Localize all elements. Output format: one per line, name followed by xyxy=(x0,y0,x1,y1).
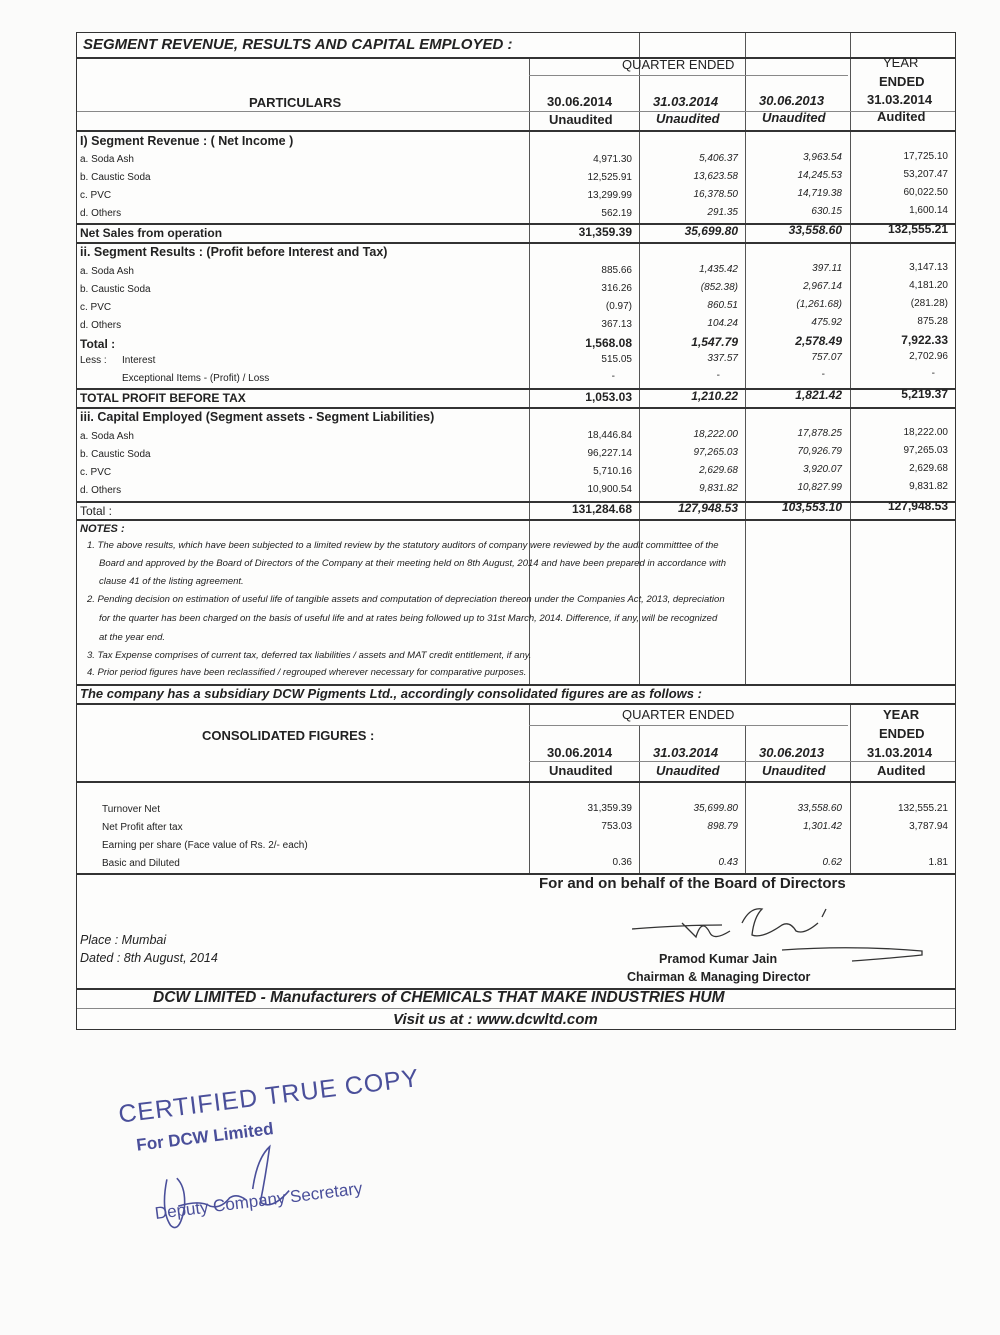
cell: 9,831.82 xyxy=(699,483,738,494)
col-status: Unaudited xyxy=(656,111,720,126)
cell: 875.28 xyxy=(917,316,948,327)
cell: (0.97) xyxy=(605,301,632,312)
row-label: d. Others xyxy=(80,485,122,496)
col-status: Unaudited xyxy=(549,763,613,778)
col-date: 31.03.2014 xyxy=(653,94,719,109)
board-behalf: For and on behalf of the Board of Directors xyxy=(539,875,846,892)
stamp-title: CERTIFIED TRUE COPY xyxy=(116,1063,421,1129)
col-date: 30.06.2014 xyxy=(547,94,613,109)
cell: 103,553.10 xyxy=(781,500,842,514)
col-date: 30.06.2013 xyxy=(759,745,825,760)
cell: 757.07 xyxy=(811,352,842,363)
segment-revenue-heading: I) Segment Revenue : ( Net Income ) xyxy=(80,134,294,148)
cell: 131,284.68 xyxy=(571,502,632,516)
cell: 3,147.13 xyxy=(909,262,948,273)
ended-header: ENDED xyxy=(879,74,925,89)
cell: 33,558.60 xyxy=(797,803,842,814)
cell: 9,831.82 xyxy=(909,481,948,492)
cell: 316.26 xyxy=(601,283,632,294)
cell: 16,378.50 xyxy=(693,189,738,200)
row-label: d. Others xyxy=(80,320,122,331)
row-label: Basic and Diluted xyxy=(102,858,180,869)
cell: 53,207.47 xyxy=(903,169,948,180)
cell: 97,265.03 xyxy=(903,445,948,456)
col-divider xyxy=(745,725,746,875)
quarter-ended-header: QUARTER ENDED xyxy=(622,707,735,722)
cell: 18,222.00 xyxy=(903,427,948,438)
year-header: YEAR xyxy=(883,55,919,70)
cell: 0.43 xyxy=(718,857,738,868)
col-date: 30.06.2014 xyxy=(547,745,613,760)
note-line: Board and approved by the Board of Directors of the Company at their meeting held on 8th August, 2014 and have been prepared in accordance with xyxy=(99,558,727,569)
pbt-label: TOTAL PROFIT BEFORE TAX xyxy=(80,391,246,405)
segment-results-heading: ii. Segment Results : (Profit before Interest and Tax) xyxy=(80,245,388,259)
col-divider xyxy=(529,703,530,873)
col-status: Audited xyxy=(877,763,926,778)
notes-heading: NOTES : xyxy=(80,523,125,535)
cell: 104.24 xyxy=(707,318,738,329)
cell: 885.66 xyxy=(601,265,632,276)
cell: 13,299.99 xyxy=(587,190,632,201)
cell: 0.36 xyxy=(612,857,632,868)
signatory-designation: Chairman & Managing Director xyxy=(627,970,811,984)
cell: 70,926.79 xyxy=(797,446,842,457)
cell: 10,827.99 xyxy=(797,482,842,493)
consolidated-heading: CONSOLIDATED FIGURES : xyxy=(202,728,375,743)
cell: 60,022.50 xyxy=(903,187,948,198)
col-date: 31.03.2014 xyxy=(867,745,933,760)
cell: 898.79 xyxy=(707,821,738,832)
cell: 397.11 xyxy=(812,263,842,274)
cell: 18,446.84 xyxy=(587,430,632,441)
col-date: 30.06.2013 xyxy=(759,93,825,108)
cell: 132,555.21 xyxy=(887,222,948,236)
cell: 14,719.38 xyxy=(797,188,842,199)
cell: 4,181.20 xyxy=(909,280,948,291)
cell: 291.35 xyxy=(707,207,738,218)
website-line: Visit us at : www.dcwltd.com xyxy=(393,1011,598,1028)
col-status: Unaudited xyxy=(762,763,826,778)
cell: 31,359.39 xyxy=(578,225,632,239)
less-label: Less : xyxy=(80,355,107,366)
cell: 12,525.91 xyxy=(587,172,632,183)
col-divider xyxy=(639,725,640,875)
cell: 96,227.14 xyxy=(587,448,632,459)
cell: 127,948.53 xyxy=(677,501,738,515)
cell: 367.13 xyxy=(601,319,632,330)
quarter-ended-header: QUARTER ENDED xyxy=(622,57,735,72)
cell: (1,261.68) xyxy=(796,299,842,310)
cell: - xyxy=(611,371,615,382)
row-label: c. PVC xyxy=(80,467,112,478)
cell: 10,900.54 xyxy=(587,484,632,495)
cell: 630.15 xyxy=(811,206,842,217)
col-status: Audited xyxy=(877,109,926,124)
cell: 33,558.60 xyxy=(788,223,842,237)
row-label: c. PVC xyxy=(80,302,112,313)
row-label: d. Others xyxy=(80,208,122,219)
cell: 1,301.42 xyxy=(803,821,842,832)
col-divider xyxy=(850,703,851,875)
cell: 562.19 xyxy=(601,208,632,219)
row-label: a. Soda Ash xyxy=(80,154,134,165)
net-sales-label: Net Sales from operation xyxy=(80,226,223,240)
cell: 1,821.42 xyxy=(795,388,842,402)
cell: 1.81 xyxy=(928,857,948,868)
company-tagline: DCW LIMITED - Manufacturers of CHEMICALS THAT MAKE INDUSTRIES HUM xyxy=(153,989,725,1006)
cell: 5,219.37 xyxy=(901,387,948,401)
col-date: 31.03.2014 xyxy=(867,92,933,107)
total-label: Total : xyxy=(80,504,113,518)
particulars-header: PARTICULARS xyxy=(249,95,342,110)
col-status: Unaudited xyxy=(549,112,613,127)
cell: 2,702.96 xyxy=(909,351,948,362)
cell: 127,948.53 xyxy=(887,499,948,513)
total-label: Total : xyxy=(80,337,116,351)
cell: 2,967.14 xyxy=(803,281,842,292)
cell: 753.03 xyxy=(601,821,632,832)
col-status: Unaudited xyxy=(762,110,826,125)
cell: 3,787.94 xyxy=(909,821,948,832)
cell: - xyxy=(821,369,825,380)
note-line: clause 41 of the listing agreement. xyxy=(99,576,244,587)
cell: 14,245.53 xyxy=(797,170,842,181)
cell: 4,971.30 xyxy=(593,154,632,165)
cell: (281.28) xyxy=(910,298,948,309)
stamp-designation: Deputy Company Secretary xyxy=(153,1178,364,1224)
note-line: at the year end. xyxy=(99,632,166,643)
row-label: a. Soda Ash xyxy=(80,266,134,277)
cell: 97,265.03 xyxy=(693,447,738,458)
note-line: for the quarter has been charged on the basis of useful life and at rates being followed up to 31st March, 2014. Difference, if any, will be recognized xyxy=(99,613,718,624)
note-line: 1. The above results, which have been subjected to a limited review by the statutory auditors of company were reviewed by the audit committtee of the xyxy=(87,540,719,551)
cell: 1,053.03 xyxy=(585,390,632,404)
stamp-company: For DCW Limited xyxy=(135,1119,275,1155)
cell: 337.57 xyxy=(707,353,738,364)
cell: 1,568.08 xyxy=(585,336,632,350)
capital-employed-heading: iii. Capital Employed (Segment assets - Segment Liabilities) xyxy=(80,410,435,424)
subsidiary-note: The company has a subsidiary DCW Pigments Ltd., accordingly consolidated figures are as follows : xyxy=(80,686,702,701)
cell: 2,629.68 xyxy=(699,465,738,476)
cell: 1,435.42 xyxy=(699,264,738,275)
cell: 5,710.16 xyxy=(593,466,632,477)
interest-label: Interest xyxy=(122,355,156,366)
row-label: b. Caustic Soda xyxy=(80,284,151,295)
row-label: c. PVC xyxy=(80,190,112,201)
cell: 475.92 xyxy=(811,317,842,328)
cell: 860.51 xyxy=(707,300,738,311)
cell: 515.05 xyxy=(601,354,632,365)
cell: 1,600.14 xyxy=(909,205,948,216)
section-title: SEGMENT REVENUE, RESULTS AND CAPITAL EMPLOYED : xyxy=(83,36,513,53)
cell: 7,922.33 xyxy=(901,333,948,347)
note-line: 2. Pending decision on estimation of useful life of tangible assets and computation of depreciation thereon under the Companies Act, 2013, depreciation xyxy=(87,594,725,605)
row-label: Earning per share (Face value of Rs. 2/- each) xyxy=(102,840,308,851)
cell: (852.38) xyxy=(700,282,738,293)
cell: 132,555.21 xyxy=(897,803,948,814)
dated: Dated : 8th August, 2014 xyxy=(80,951,218,965)
cell: 2,578.49 xyxy=(795,334,842,348)
cell: 1,210.22 xyxy=(691,389,738,403)
cell: 1,547.79 xyxy=(691,335,738,349)
row-label: b. Caustic Soda xyxy=(80,172,151,183)
cell: 2,629.68 xyxy=(909,463,948,474)
note-line: 4. Prior period figures have been reclassified / regrouped wherever necessary for comparative purposes. xyxy=(87,667,527,678)
signatory-name: Pramod Kumar Jain xyxy=(659,952,778,966)
cell: 0.62 xyxy=(822,857,842,868)
results-sheet xyxy=(76,32,956,1030)
row-label: Turnover Net xyxy=(102,804,160,815)
cell: - xyxy=(716,370,720,381)
row-label: b. Caustic Soda xyxy=(80,449,151,460)
col-status: Unaudited xyxy=(656,763,720,778)
place: Place : Mumbai xyxy=(80,933,167,947)
cell: 3,963.54 xyxy=(803,152,842,163)
note-line: 3. Tax Expense comprises of current tax, deferred tax liabilities / assets and MAT credit entitlement, if any. xyxy=(87,650,532,661)
cell: - xyxy=(931,368,935,379)
cell: 18,222.00 xyxy=(693,429,738,440)
year-header: YEAR xyxy=(883,707,920,722)
ended-header: ENDED xyxy=(879,726,925,741)
cell: 31,359.39 xyxy=(587,803,632,814)
cell: 13,623.58 xyxy=(693,171,738,182)
cell: 35,699.80 xyxy=(693,803,738,814)
col-date: 31.03.2014 xyxy=(653,745,719,760)
cell: 35,699.80 xyxy=(684,224,738,238)
row-label: a. Soda Ash xyxy=(80,431,134,442)
exceptional-label: Exceptional Items - (Profit) / Loss xyxy=(122,373,270,384)
col-divider xyxy=(529,57,530,684)
cell: 17,878.25 xyxy=(797,428,842,439)
cell: 5,406.37 xyxy=(699,153,738,164)
row-label: Net Profit after tax xyxy=(102,822,183,833)
cell: 3,920.07 xyxy=(803,464,842,475)
cell: 17,725.10 xyxy=(903,151,948,162)
